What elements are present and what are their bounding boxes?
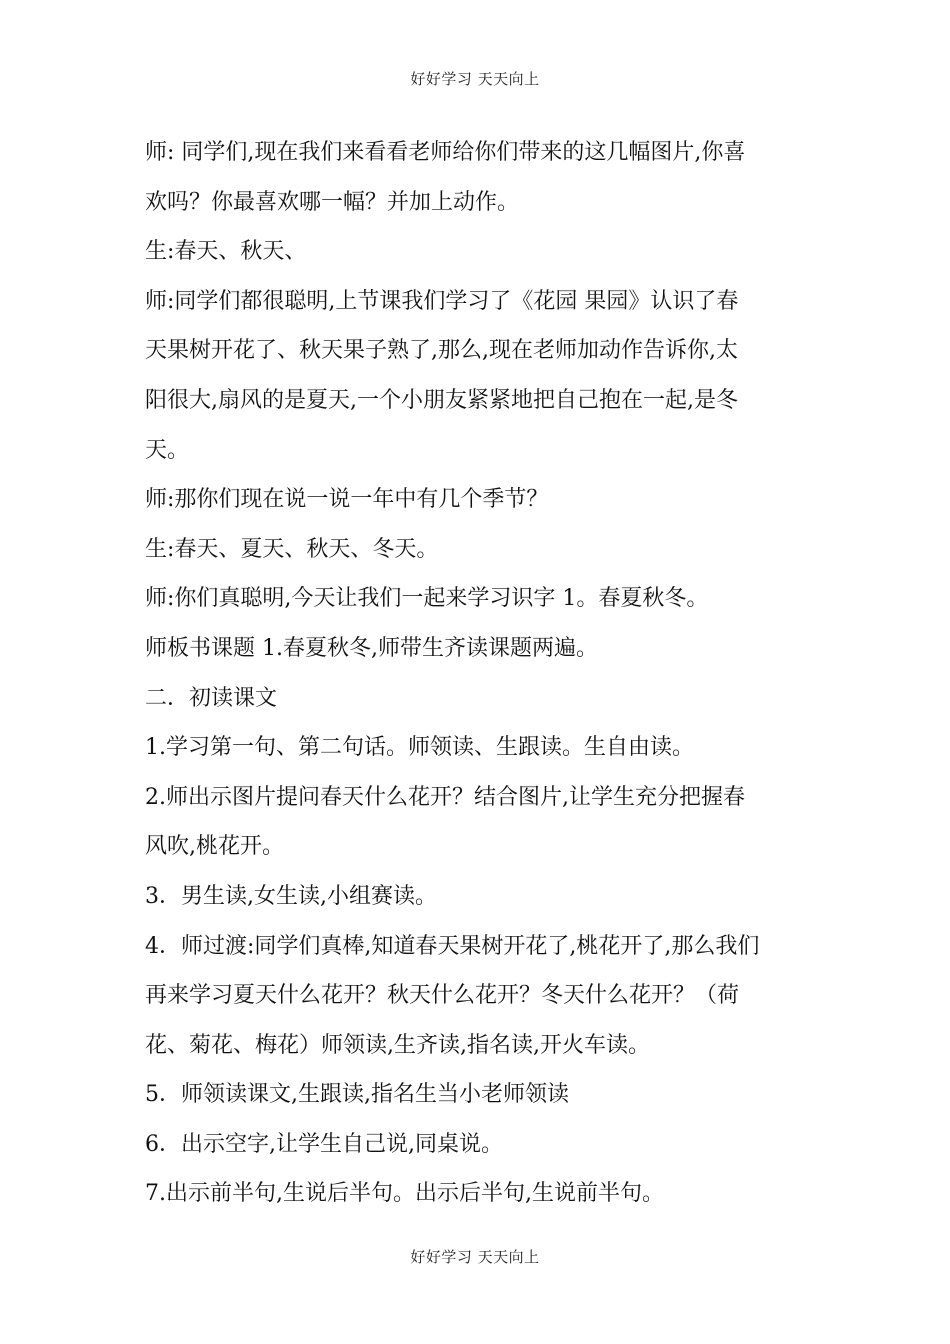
text-line: 生:春天、夏天、秋天、冬天。: [145, 536, 439, 562]
text-line: 天果树开花了、秋天果子熟了,那么,现在老师加动作告诉你,太: [145, 338, 738, 364]
document-body: [145, 128, 815, 1219]
text-line: 师: 同学们,现在我们来看看老师给你们带来的这几幅图片,你喜: [145, 140, 746, 165]
text-line: 3．男生读,女生读,小组赛读。: [145, 883, 437, 909]
text-line: 花、菊花、梅花）师领读,生齐读,指名读,开火车读。: [145, 1032, 650, 1058]
text-line: 天。: [145, 437, 190, 463]
text-line: 师:你们真聪明,今天让我们一起来学习识字 1。春夏秋冬。: [145, 586, 709, 612]
text-line: 师:那你们现在说一说一年中有几个季节？: [145, 487, 549, 513]
page-footer: 好好学习 天天向上: [410, 1248, 540, 1266]
text-line: 欢吗？你最喜欢哪一幅？并加上动作。: [145, 189, 520, 215]
text-line: 风吹,桃花开。: [145, 834, 284, 860]
text-line: 生:春天、秋天、: [145, 239, 307, 265]
text-line: 5．师领读课文,生跟读,指名生当小老师领读: [145, 1082, 569, 1108]
text-line: 师板书课题 1.春夏秋冬,师带生齐读课题两遍。: [145, 635, 598, 661]
section-heading: 二．初读课文: [145, 685, 278, 711]
text-line: 再来学习夏天什么花开？秋天什么花开？冬天什么花开？（荷: [145, 983, 740, 1009]
text-line: 6．出示空字,让学生自己说,同桌说。: [145, 1131, 503, 1157]
text-line: 2.师出示图片提问春天什么花开？结合图片,让学生充分把握春: [145, 784, 745, 810]
text-line: 阳很大,扇风的是夏天,一个小朋友紧紧地把自己抱在一起,是冬: [145, 387, 738, 413]
text-line: 7.出示前半句,生说后半句。出示后半句,生说前半句。: [145, 1181, 664, 1207]
page-header: 好好学习 天天向上: [410, 70, 540, 88]
text-line: 1.学习第一句、第二句话。师领读、生跟读。生自由读。: [145, 735, 694, 761]
text-line: 4．师过渡:同学们真棒,知道春天果树开花了,桃花开了,那么我们: [145, 933, 760, 959]
text-line: 师:同学们都很聪明,上节课我们学习了《花园 果园》认识了春: [145, 288, 739, 314]
